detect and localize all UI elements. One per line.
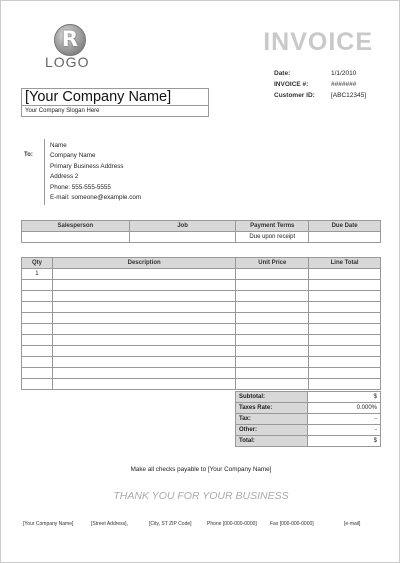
line-total-cell[interactable] (309, 280, 381, 291)
totals-table (235, 391, 381, 447)
qty-cell[interactable] (22, 357, 53, 368)
description-cell[interactable] (52, 302, 235, 313)
unit-price-cell[interactable] (236, 313, 309, 324)
table-row (22, 346, 381, 357)
qty-cell[interactable] (22, 346, 53, 357)
description-cell[interactable] (52, 357, 235, 368)
qty-cell[interactable] (22, 302, 53, 313)
description-cell[interactable] (52, 291, 235, 302)
invoice-number-value[interactable]: ####### (331, 81, 357, 88)
table-row (22, 302, 381, 313)
line-total-cell[interactable] (309, 346, 381, 357)
payment-terms-header: Payment Terms (236, 221, 309, 232)
to-line-name: Name (50, 142, 67, 149)
due-date-header: Due Date (309, 221, 381, 232)
unit-price-cell[interactable] (236, 269, 309, 280)
tax-row: Tax: - (236, 414, 381, 425)
qty-cell[interactable] (22, 280, 53, 291)
meta-row-customer-id: Customer ID: [ABC12345] (274, 92, 367, 99)
job-cell[interactable] (129, 232, 236, 243)
unit-price-cell[interactable] (236, 324, 309, 335)
description-cell[interactable] (52, 335, 235, 346)
qty-cell[interactable] (22, 368, 53, 379)
table-row (22, 291, 381, 302)
unit-price-cell[interactable] (236, 346, 309, 357)
unit-price-cell[interactable] (236, 368, 309, 379)
line-total-header: Line Total (309, 258, 381, 269)
to-line-address2: Address 2 (50, 173, 79, 181)
customer-id-value[interactable]: [ABC12345] (331, 92, 367, 99)
footer-email: [e-mail] (344, 521, 361, 527)
job-header: Job (129, 221, 236, 232)
unit-price-cell[interactable] (236, 280, 309, 291)
qty-cell[interactable] (22, 291, 53, 302)
subtotal-value[interactable]: $ (308, 392, 381, 403)
invoice-meta (274, 68, 366, 101)
footer-company: [Your Company Name] (23, 521, 74, 527)
footer-phone: Phone [000-000-0000] (207, 521, 257, 527)
description-cell[interactable] (52, 379, 235, 390)
table-row (22, 280, 381, 291)
footer-city: [City, ST ZIP Code] (149, 521, 192, 527)
footer-fax: Fax [000-000-0000] (270, 521, 314, 527)
thank-you-message: THANK YOU FOR YOUR BUSINESS (113, 490, 289, 502)
logo-text: LOGO (45, 54, 90, 70)
table-row (22, 324, 381, 335)
to-line-phone: Phone: 555-555-5555 (50, 183, 111, 191)
salesperson-cell[interactable] (22, 232, 130, 243)
qty-cell[interactable] (22, 313, 53, 324)
description-cell[interactable] (52, 346, 235, 357)
tax-value[interactable]: - (308, 414, 381, 425)
line-total-cell[interactable] (309, 324, 381, 335)
meta-row-invoice-number: INVOICE #: ####### (274, 81, 357, 88)
unit-price-header: Unit Price (236, 258, 309, 269)
line-total-cell[interactable] (309, 291, 381, 302)
line-total-cell[interactable] (309, 357, 381, 368)
qty-cell[interactable] (22, 379, 53, 390)
date-value[interactable]: 1/1/2010 (331, 70, 357, 77)
line-total-cell[interactable] (309, 379, 381, 390)
to-line-company: Company Name (50, 152, 96, 160)
footer-street: [Street Address], (91, 521, 128, 527)
logo-icon: R (54, 24, 86, 56)
unit-price-cell[interactable] (236, 357, 309, 368)
table-row (22, 379, 381, 390)
qty-cell[interactable] (22, 324, 53, 335)
company-slogan[interactable]: Your Company Slogan Here (21, 106, 209, 117)
payment-terms-cell[interactable]: Due upon receipt (236, 232, 309, 243)
line-total-cell[interactable] (309, 302, 381, 313)
line-total-cell[interactable] (309, 368, 381, 379)
company-name-box[interactable] (21, 88, 209, 106)
unit-price-cell[interactable] (236, 379, 309, 390)
to-divider (44, 139, 45, 205)
qty-header: Qty (22, 258, 53, 269)
table-row (22, 368, 381, 379)
qty-cell[interactable]: 1 (22, 269, 53, 280)
bill-to-address[interactable] (50, 141, 141, 203)
table-row (22, 357, 381, 368)
line-total-cell[interactable] (309, 313, 381, 324)
due-date-cell[interactable] (309, 232, 381, 243)
table-row (22, 313, 381, 324)
subtotal-row: Subtotal: $ (236, 392, 381, 403)
description-cell[interactable] (52, 313, 235, 324)
other-value[interactable]: - (308, 425, 381, 436)
other-row: Other: - (236, 425, 381, 436)
tax-rate-value[interactable]: 0.000% (308, 403, 381, 414)
description-cell[interactable] (52, 324, 235, 335)
to-line-address: Primary Business Address (50, 162, 124, 170)
line-total-cell[interactable] (309, 269, 381, 280)
description-cell[interactable] (52, 368, 235, 379)
job-table (21, 220, 381, 243)
unit-price-cell[interactable] (236, 335, 309, 346)
description-cell[interactable] (52, 269, 235, 280)
to-label: To: (24, 152, 33, 158)
invoice-title: INVOICE (263, 28, 373, 56)
table-row (22, 335, 381, 346)
company-name: [Your Company Name] (25, 89, 172, 105)
unit-price-cell[interactable] (236, 302, 309, 313)
line-items-table (21, 257, 381, 390)
salesperson-header: Salesperson (22, 221, 130, 232)
qty-cell[interactable] (22, 335, 53, 346)
tax-rate-row: Taxes Rate: 0.000% (236, 403, 381, 414)
description-header: Description (52, 258, 235, 269)
line-total-cell[interactable] (309, 335, 381, 346)
to-line-email: E-mail: someone@example.com (50, 193, 142, 201)
description-cell[interactable] (52, 280, 235, 291)
unit-price-cell[interactable] (236, 291, 309, 302)
table-row (22, 269, 381, 280)
total-row: Total: $ (236, 436, 381, 447)
total-value[interactable]: $ (308, 436, 381, 447)
meta-row-date: Date: 1/1/2010 (274, 70, 357, 77)
checks-payable-note: Make all checks payable to [Your Company Name] (130, 466, 272, 473)
